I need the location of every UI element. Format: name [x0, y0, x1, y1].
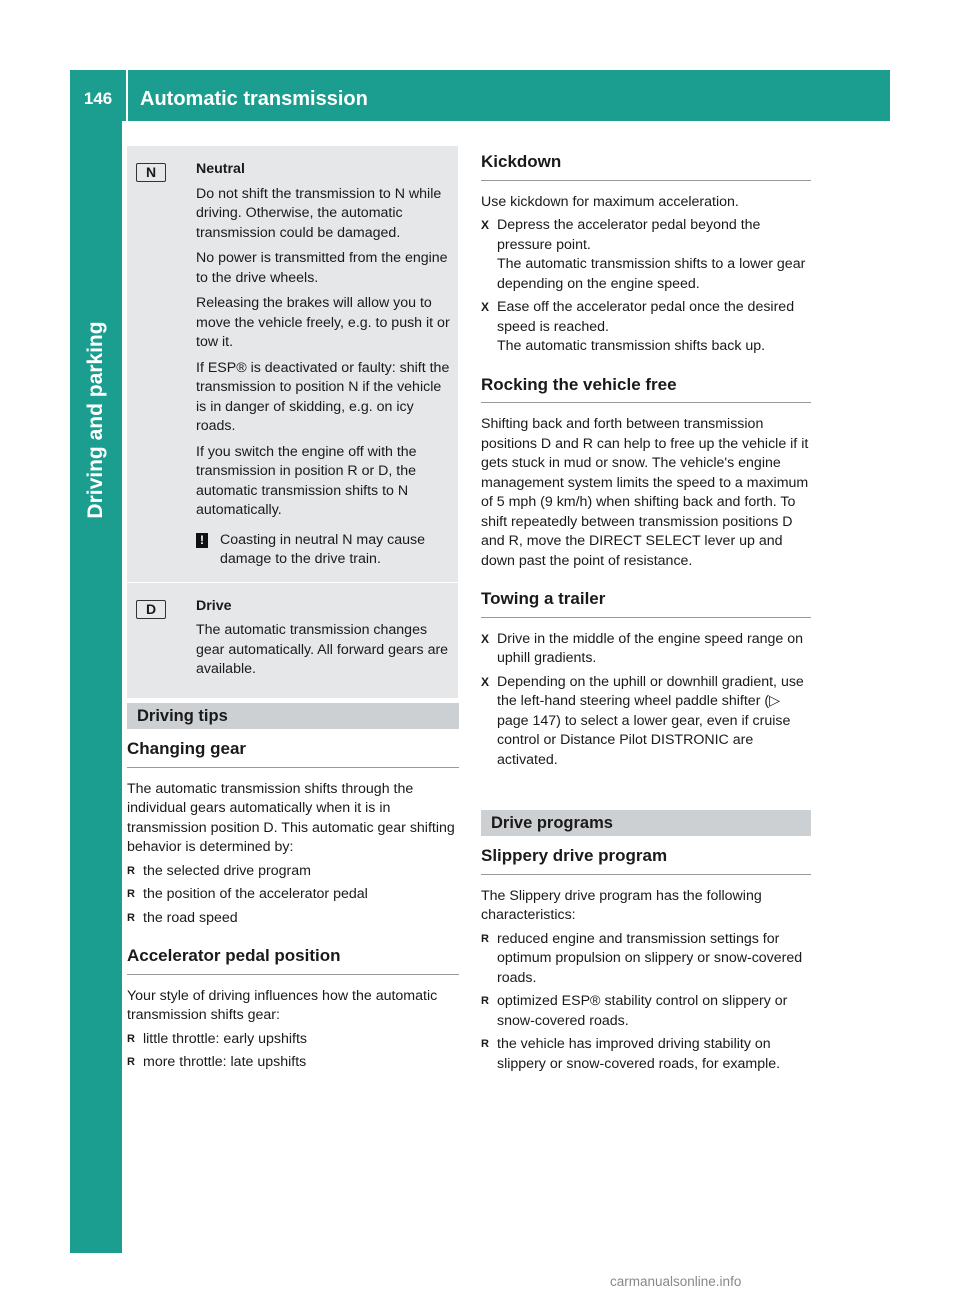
bullet-list [481, 930, 811, 1075]
bullet-list [127, 862, 459, 929]
page-title: Automatic transmission [140, 88, 368, 110]
heading-slippery: Slippery drive program [481, 846, 811, 875]
paragraph: Shifting back and forth between transmission positions D and R can help to free up the vehicle if it gets stuck in mud or snow. The vehicle's engine management system limits the speed to a maximum of 5 mph (9 km/h) when shifting back and forth. To shift repeatedly between transmission positions D and R, move the DIRECT SELECT lever up and down past the point of resistance. [481, 416, 809, 569]
gear-text: No power is transmitted from the engine to the drive wheels. [196, 250, 448, 286]
list-item: X Depress the accelerator pedal beyond the pressure point. The automatic transmission shifts to a lower gear depending on the engine speed. [481, 217, 806, 292]
step-list [481, 630, 811, 771]
section-title-drive-programs: Drive programs [481, 810, 811, 836]
gear-text: If you switch the engine off with the transmission in position R or D, the automatic transmission shifts to N automatically. [196, 443, 417, 518]
gear-text: The automatic transmission changes gear automatically. All forward gears are available. [196, 622, 449, 677]
paragraph: The Slippery drive program has the following characteristics: [481, 887, 762, 923]
list-item: R the selected drive program [127, 862, 311, 879]
list-item: R the road speed [127, 909, 238, 926]
right-column [481, 152, 811, 1074]
paragraph: Use kickdown for maximum acceleration. [481, 193, 739, 210]
heading-accelerator: Accelerator pedal position [127, 946, 459, 975]
gear-text: If ESP® is deactivated or faulty: shift the transmission to position N if the vehicle is in danger of skidding, e.g. on icy roads. [196, 359, 450, 434]
side-tab [70, 121, 122, 1253]
gear-d-icon: D [136, 600, 166, 619]
gear-table [127, 146, 458, 698]
paragraph: Your style of driving influences how the automatic transmission shifts gear: [127, 987, 438, 1023]
heading-changing-gear: Changing gear [127, 739, 459, 768]
gear-title: Neutral [196, 161, 245, 177]
gear-n-icon: N [136, 163, 166, 182]
section-title-driving-tips: Driving tips [127, 703, 459, 729]
list-item: X Drive in the middle of the engine speed range on uphill gradients. [481, 630, 804, 666]
watermark: carmanualsonline.info [610, 1274, 742, 1289]
list-item: R little throttle: early upshifts [127, 1030, 308, 1047]
page-number: 146 [83, 89, 113, 108]
gear-title: Drive [196, 597, 232, 614]
warning-icon: ! [196, 533, 208, 548]
list-item: R the position of the accelerator pedal [127, 886, 368, 902]
list-item: R reduced engine and transmission settings for optimum propulsion on slippery or snow-covered roads. [481, 930, 803, 986]
gear-row-drive [127, 582, 458, 698]
list-item: X Depending on the uphill or downhill gradient, use the left-hand steering wheel paddle shifter (▷ page 147) to select a lower gear, even if cruise control or Distance Pilot DISTRONIC are activated. [481, 673, 804, 768]
heading-kickdown: Kickdown [481, 152, 811, 181]
heading-rocking: Rocking the vehicle free [481, 375, 811, 404]
gear-text: Do not shift the transmission to N while driving. Otherwise, the automatic transmission could be damaged. [196, 185, 442, 241]
header-divider [126, 70, 128, 121]
warning-text: Coasting in neutral N may cause damage to the drive train. [220, 531, 426, 567]
heading-towing: Towing a trailer [481, 589, 811, 618]
bullet-list [127, 1030, 459, 1073]
gear-text: Releasing the brakes will allow you to move the vehicle freely, e.g. to push it or tow it. [196, 295, 450, 350]
warning-note [196, 531, 452, 570]
paragraph: The automatic transmission shifts through the individual gears automatically when it is in transmission position D. This automatic gear shifting behavior is determined by: [127, 780, 455, 855]
page-header [70, 70, 890, 121]
gear-row-neutral [127, 146, 458, 582]
list-item: R optimized ESP® stability control on slippery or snow-covered roads. [481, 993, 788, 1029]
step-list [481, 216, 811, 357]
list-item: X Ease off the accelerator pedal once the desired speed is reached. The automatic transmission shifts back up. [481, 299, 795, 354]
left-column [127, 703, 459, 1073]
side-tab-label: Driving and parking [84, 321, 107, 519]
list-item: R more throttle: late upshifts [127, 1054, 307, 1070]
list-item: R the vehicle has improved driving stability on slippery or snow-covered roads, for example. [481, 1036, 781, 1072]
